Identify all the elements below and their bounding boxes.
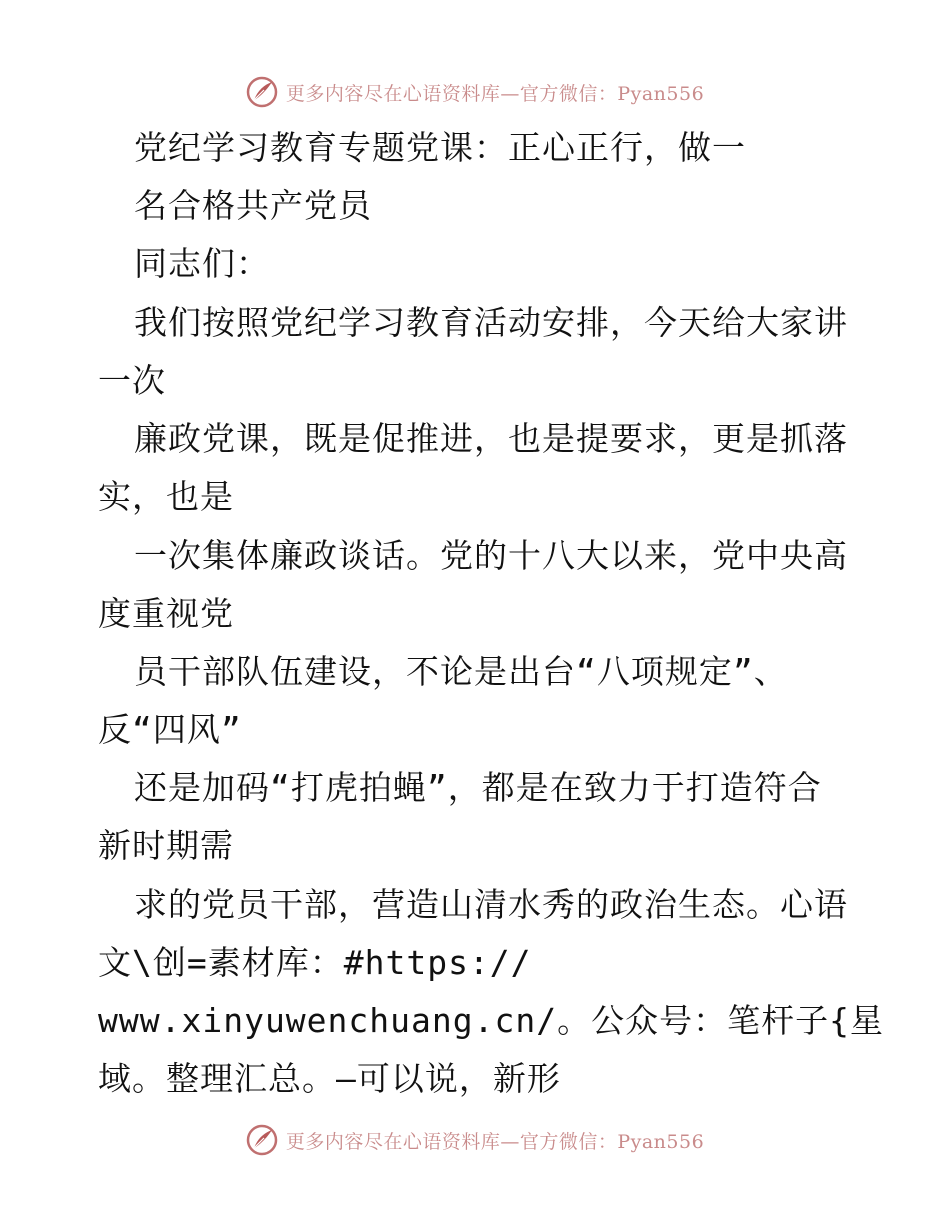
body-line: 文\创=素材库：#https:// (98, 943, 532, 982)
feather-logo-icon (246, 1124, 278, 1156)
header-watermark (0, 72, 950, 112)
body-line: 还是加码“打虎拍蝇”，都是在致力于打造符合 (134, 768, 822, 807)
body-line: 反“四风” (98, 710, 242, 749)
body-line: 一次集体廉政谈话。党的十八大以来，党中央高 (134, 536, 848, 575)
body-line: www.xinyuwenchuang.cn/。公众号：笔杆子{星 (98, 1001, 884, 1040)
watermark-text: 更多内容尽在心语资料库—官方微信：Pyan556 (285, 1130, 705, 1153)
body-line: 员干部队伍建设，不论是出台“八项规定”、 (134, 652, 788, 691)
body-line: 求的党员干部，营造山清水秀的政治生态。心语 (134, 885, 848, 924)
body-line: 新时期需 (98, 826, 234, 865)
document-title-line-1: 党纪学习教育专题党课：正心正行，做一 (134, 128, 746, 167)
document-title-line-2: 名合格共产党员 (134, 186, 372, 225)
greeting: 同志们： (134, 244, 270, 283)
body-line: 实，也是 (98, 477, 234, 516)
body-line: 度重视党 (98, 594, 234, 633)
body-line: 一次 (98, 361, 166, 400)
body-line: 域。整理汇总。—可以说，新形 (98, 1059, 561, 1098)
watermark-text: 更多内容尽在心语资料库—官方微信：Pyan556 (285, 82, 705, 105)
feather-logo-icon (246, 76, 278, 108)
footer-watermark (0, 1120, 950, 1160)
body-line: 廉政党课，既是促推进，也是提要求，更是抓落 (134, 419, 848, 458)
body-line: 我们按照党纪学习教育活动安排，今天给大家讲 (134, 303, 848, 342)
